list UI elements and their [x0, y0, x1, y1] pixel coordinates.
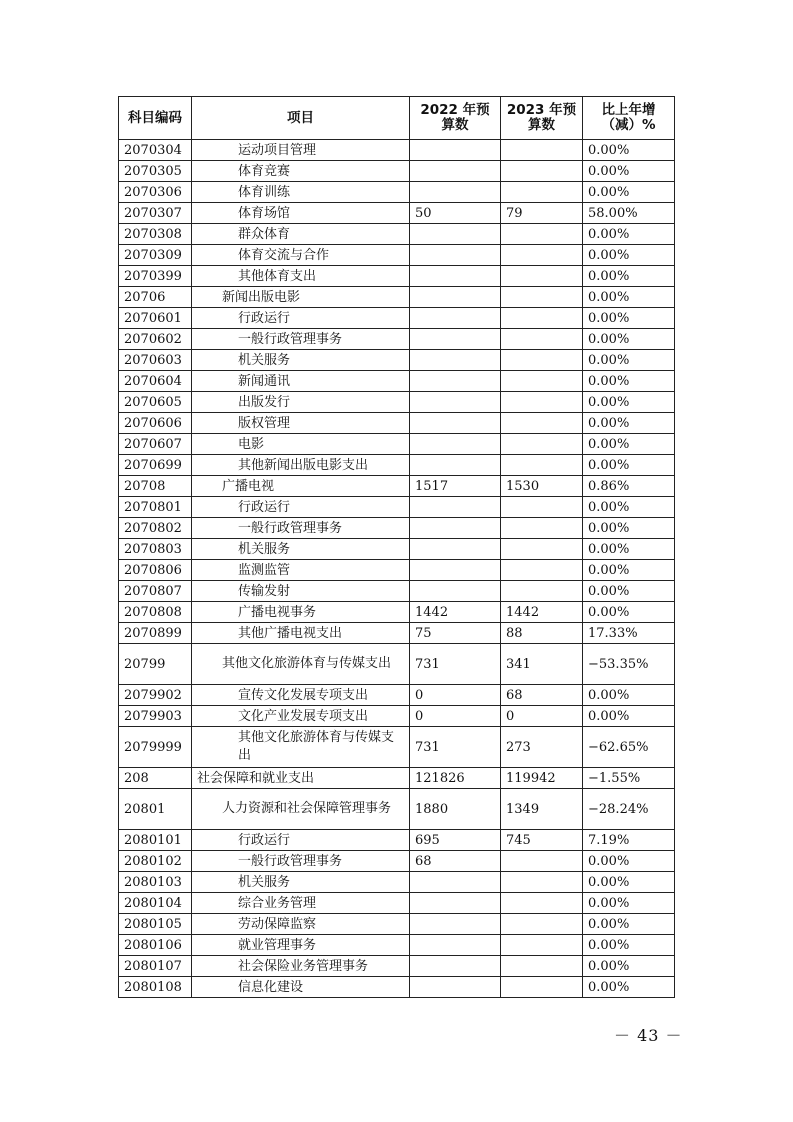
item-name-cell: 体育交流与合作	[192, 245, 410, 266]
item-name-cell: 群众体育	[192, 224, 410, 245]
item-name-cell: 体育竞赛	[192, 161, 410, 182]
budget-2022-cell: 731	[410, 727, 501, 768]
account-code-cell: 2080106	[119, 935, 192, 956]
budget-2022-cell	[410, 329, 501, 350]
budget-2023-cell: 745	[501, 830, 583, 851]
budget-2023-cell: 341	[501, 644, 583, 685]
table-row	[119, 455, 675, 476]
item-name-cell: 体育训练	[192, 182, 410, 203]
table-row	[119, 851, 675, 872]
table-row	[119, 518, 675, 539]
account-code-cell: 2070607	[119, 434, 192, 455]
table-row	[119, 768, 675, 789]
account-code-cell: 2070801	[119, 497, 192, 518]
item-name-cell: 机关服务	[192, 872, 410, 893]
item-name-cell: 其他体育支出	[192, 266, 410, 287]
table-row	[119, 935, 675, 956]
budget-2022-cell	[410, 161, 501, 182]
budget-2022-cell	[410, 245, 501, 266]
item-name-cell: 其他文化旅游体育与传媒支出	[192, 644, 410, 685]
budget-2023-cell	[501, 287, 583, 308]
account-code-cell: 2070899	[119, 623, 192, 644]
table-row	[119, 203, 675, 224]
change-percent-cell: 0.00%	[583, 893, 675, 914]
budget-2023-cell	[501, 893, 583, 914]
page-number: － 43 －	[614, 1026, 683, 1045]
account-code-cell: 2070305	[119, 161, 192, 182]
change-percent-cell: 0.00%	[583, 539, 675, 560]
item-name-cell: 社会保险业务管理事务	[192, 956, 410, 977]
budget-2023-cell	[501, 413, 583, 434]
table-row	[119, 893, 675, 914]
budget-2023-cell	[501, 518, 583, 539]
budget-2023-cell	[501, 455, 583, 476]
budget-2022-cell: 0	[410, 685, 501, 706]
table-row	[119, 140, 675, 161]
budget-2022-cell	[410, 455, 501, 476]
budget-2023-cell	[501, 329, 583, 350]
change-percent-cell: 0.00%	[583, 872, 675, 893]
item-name-cell: 广播电视事务	[192, 602, 410, 623]
change-percent-cell: 0.00%	[583, 685, 675, 706]
table-row	[119, 497, 675, 518]
change-percent-cell: −28.24%	[583, 789, 675, 830]
table-row	[119, 623, 675, 644]
table-row	[119, 182, 675, 203]
table-row	[119, 956, 675, 977]
budget-2022-cell: 121826	[410, 768, 501, 789]
change-percent-cell: 0.00%	[583, 518, 675, 539]
account-code-cell: 2080102	[119, 851, 192, 872]
account-code-cell: 20799	[119, 644, 192, 685]
budget-2022-cell: 0	[410, 706, 501, 727]
account-code-cell: 2070399	[119, 266, 192, 287]
budget-2023-cell: 1349	[501, 789, 583, 830]
account-code-cell: 2070601	[119, 308, 192, 329]
table-row	[119, 329, 675, 350]
account-code-cell: 2070606	[119, 413, 192, 434]
budget-2022-cell	[410, 434, 501, 455]
budget-2022-cell	[410, 224, 501, 245]
budget-2022-cell: 695	[410, 830, 501, 851]
change-percent-cell: −1.55%	[583, 768, 675, 789]
item-name-cell: 机关服务	[192, 350, 410, 371]
budget-2023-cell	[501, 956, 583, 977]
change-percent-cell: 0.00%	[583, 329, 675, 350]
table-row	[119, 413, 675, 434]
change-percent-cell: 0.00%	[583, 287, 675, 308]
table-row	[119, 727, 675, 768]
budget-2022-cell	[410, 518, 501, 539]
change-percent-cell: 0.00%	[583, 266, 675, 287]
budget-2023-cell	[501, 581, 583, 602]
item-name-cell: 信息化建设	[192, 977, 410, 998]
item-name-cell: 新闻通讯	[192, 371, 410, 392]
table-row	[119, 287, 675, 308]
budget-2023-cell	[501, 161, 583, 182]
budget-2023-cell: 119942	[501, 768, 583, 789]
budget-2022-cell: 731	[410, 644, 501, 685]
budget-2023-cell	[501, 371, 583, 392]
item-name-cell: 运动项目管理	[192, 140, 410, 161]
account-code-cell: 2070605	[119, 392, 192, 413]
budget-2022-cell	[410, 371, 501, 392]
account-code-cell: 2070603	[119, 350, 192, 371]
budget-2022-cell	[410, 140, 501, 161]
budget-2023-cell: 68	[501, 685, 583, 706]
change-percent-cell: 0.00%	[583, 581, 675, 602]
budget-2022-cell	[410, 560, 501, 581]
item-name-cell: 文化产业发展专项支出	[192, 706, 410, 727]
account-code-cell: 2070802	[119, 518, 192, 539]
header-2022-budget: 2022 年预算数	[410, 97, 501, 140]
item-name-cell: 行政运行	[192, 308, 410, 329]
account-code-cell: 2079903	[119, 706, 192, 727]
budget-2022-cell	[410, 872, 501, 893]
change-percent-cell: 7.19%	[583, 830, 675, 851]
item-name-cell: 版权管理	[192, 413, 410, 434]
table-row	[119, 914, 675, 935]
table-row	[119, 371, 675, 392]
table-body	[119, 140, 675, 998]
change-percent-cell: 0.00%	[583, 851, 675, 872]
budget-2023-cell: 1530	[501, 476, 583, 497]
account-code-cell: 2080108	[119, 977, 192, 998]
item-name-cell: 人力资源和社会保障管理事务	[192, 789, 410, 830]
budget-2023-cell	[501, 434, 583, 455]
account-code-cell: 2070309	[119, 245, 192, 266]
change-percent-cell: 0.00%	[583, 914, 675, 935]
table-row	[119, 308, 675, 329]
account-code-cell: 2070304	[119, 140, 192, 161]
budget-2023-cell	[501, 872, 583, 893]
budget-2023-cell: 0	[501, 706, 583, 727]
change-percent-cell: 0.00%	[583, 308, 675, 329]
table-row	[119, 977, 675, 998]
account-code-cell: 2070306	[119, 182, 192, 203]
account-code-cell: 2079902	[119, 685, 192, 706]
budget-2022-cell	[410, 914, 501, 935]
change-percent-cell: 17.33%	[583, 623, 675, 644]
account-code-cell: 2080104	[119, 893, 192, 914]
change-percent-cell: 0.00%	[583, 935, 675, 956]
table-row	[119, 476, 675, 497]
header-code: 科目编码	[119, 97, 192, 140]
account-code-cell: 2080105	[119, 914, 192, 935]
table-row	[119, 685, 675, 706]
account-code-cell: 2080103	[119, 872, 192, 893]
budget-2023-cell	[501, 935, 583, 956]
account-code-cell: 2070803	[119, 539, 192, 560]
item-name-cell: 其他新闻出版电影支出	[192, 455, 410, 476]
item-name-cell: 其他文化旅游体育与传媒支出	[192, 727, 410, 768]
budget-2022-cell	[410, 308, 501, 329]
change-percent-cell: 0.00%	[583, 245, 675, 266]
item-name-cell: 监测监管	[192, 560, 410, 581]
change-percent-cell: 0.00%	[583, 956, 675, 977]
budget-2023-cell	[501, 914, 583, 935]
budget-2023-cell: 273	[501, 727, 583, 768]
table-row	[119, 789, 675, 830]
change-percent-cell: 0.00%	[583, 706, 675, 727]
account-code-cell: 2070806	[119, 560, 192, 581]
change-percent-cell: 0.00%	[583, 350, 675, 371]
item-name-cell: 新闻出版电影	[192, 287, 410, 308]
item-name-cell: 广播电视	[192, 476, 410, 497]
account-code-cell: 2070307	[119, 203, 192, 224]
budget-2022-cell	[410, 266, 501, 287]
change-percent-cell: 0.00%	[583, 434, 675, 455]
change-percent-cell: 58.00%	[583, 203, 675, 224]
item-name-cell: 体育场馆	[192, 203, 410, 224]
budget-2022-cell: 1880	[410, 789, 501, 830]
budget-2022-cell	[410, 182, 501, 203]
item-name-cell: 出版发行	[192, 392, 410, 413]
budget-2022-cell: 68	[410, 851, 501, 872]
item-name-cell: 一般行政管理事务	[192, 518, 410, 539]
account-code-cell: 2079999	[119, 727, 192, 768]
table-row	[119, 706, 675, 727]
account-code-cell: 2080107	[119, 956, 192, 977]
item-name-cell: 就业管理事务	[192, 935, 410, 956]
budget-table	[118, 96, 675, 998]
table-row	[119, 830, 675, 851]
budget-2022-cell: 50	[410, 203, 501, 224]
budget-2023-cell	[501, 560, 583, 581]
budget-2023-cell	[501, 308, 583, 329]
change-percent-cell: 0.00%	[583, 392, 675, 413]
table-row	[119, 350, 675, 371]
budget-2022-cell	[410, 413, 501, 434]
budget-2022-cell	[410, 977, 501, 998]
table-row	[119, 539, 675, 560]
budget-2022-cell	[410, 350, 501, 371]
table-row	[119, 266, 675, 287]
table-row	[119, 434, 675, 455]
item-name-cell: 其他广播电视支出	[192, 623, 410, 644]
budget-2023-cell	[501, 266, 583, 287]
item-name-cell: 社会保障和就业支出	[192, 768, 410, 789]
budget-2022-cell: 75	[410, 623, 501, 644]
table-row	[119, 602, 675, 623]
change-percent-cell: 0.00%	[583, 371, 675, 392]
table-row	[119, 161, 675, 182]
budget-2023-cell	[501, 350, 583, 371]
budget-2022-cell	[410, 893, 501, 914]
change-percent-cell: 0.00%	[583, 413, 675, 434]
budget-2022-cell: 1517	[410, 476, 501, 497]
header-item: 项目	[192, 97, 410, 140]
change-percent-cell: 0.00%	[583, 497, 675, 518]
table-row	[119, 872, 675, 893]
change-percent-cell: 0.00%	[583, 224, 675, 245]
table-row	[119, 560, 675, 581]
budget-2023-cell	[501, 182, 583, 203]
change-percent-cell: 0.86%	[583, 476, 675, 497]
change-percent-cell: −62.65%	[583, 727, 675, 768]
item-name-cell: 传输发射	[192, 581, 410, 602]
budget-2022-cell	[410, 539, 501, 560]
item-name-cell: 电影	[192, 434, 410, 455]
budget-2022-cell: 1442	[410, 602, 501, 623]
account-code-cell: 2080101	[119, 830, 192, 851]
change-percent-cell: 0.00%	[583, 602, 675, 623]
table-row	[119, 392, 675, 413]
account-code-cell: 2070699	[119, 455, 192, 476]
budget-2023-cell	[501, 539, 583, 560]
item-name-cell: 机关服务	[192, 539, 410, 560]
account-code-cell: 20706	[119, 287, 192, 308]
change-percent-cell: 0.00%	[583, 455, 675, 476]
item-name-cell: 一般行政管理事务	[192, 851, 410, 872]
budget-2023-cell	[501, 977, 583, 998]
item-name-cell: 行政运行	[192, 830, 410, 851]
table-row	[119, 581, 675, 602]
table-header-row	[119, 97, 675, 140]
change-percent-cell: 0.00%	[583, 182, 675, 203]
budget-2023-cell: 79	[501, 203, 583, 224]
budget-2022-cell	[410, 392, 501, 413]
budget-2023-cell	[501, 245, 583, 266]
account-code-cell: 2070604	[119, 371, 192, 392]
account-code-cell: 2070808	[119, 602, 192, 623]
item-name-cell: 劳动保障监察	[192, 914, 410, 935]
budget-2022-cell	[410, 497, 501, 518]
budget-2023-cell	[501, 497, 583, 518]
change-percent-cell: 0.00%	[583, 140, 675, 161]
header-change-percent: 比上年增（减）%	[583, 97, 675, 140]
item-name-cell: 宣传文化发展专项支出	[192, 685, 410, 706]
change-percent-cell: 0.00%	[583, 977, 675, 998]
budget-2023-cell	[501, 851, 583, 872]
account-code-cell: 2070602	[119, 329, 192, 350]
table-row	[119, 644, 675, 685]
budget-2022-cell	[410, 935, 501, 956]
table-row	[119, 224, 675, 245]
budget-2022-cell	[410, 581, 501, 602]
change-percent-cell: 0.00%	[583, 560, 675, 581]
account-code-cell: 2070807	[119, 581, 192, 602]
account-code-cell: 20708	[119, 476, 192, 497]
header-2023-budget: 2023 年预算数	[501, 97, 583, 140]
item-name-cell: 一般行政管理事务	[192, 329, 410, 350]
budget-2023-cell	[501, 392, 583, 413]
item-name-cell: 综合业务管理	[192, 893, 410, 914]
account-code-cell: 208	[119, 768, 192, 789]
budget-2022-cell	[410, 287, 501, 308]
budget-2023-cell: 1442	[501, 602, 583, 623]
change-percent-cell: −53.35%	[583, 644, 675, 685]
budget-2023-cell	[501, 140, 583, 161]
table-row	[119, 245, 675, 266]
budget-2023-cell: 88	[501, 623, 583, 644]
account-code-cell: 20801	[119, 789, 192, 830]
item-name-cell: 行政运行	[192, 497, 410, 518]
account-code-cell: 2070308	[119, 224, 192, 245]
budget-2022-cell	[410, 956, 501, 977]
change-percent-cell: 0.00%	[583, 161, 675, 182]
budget-2023-cell	[501, 224, 583, 245]
